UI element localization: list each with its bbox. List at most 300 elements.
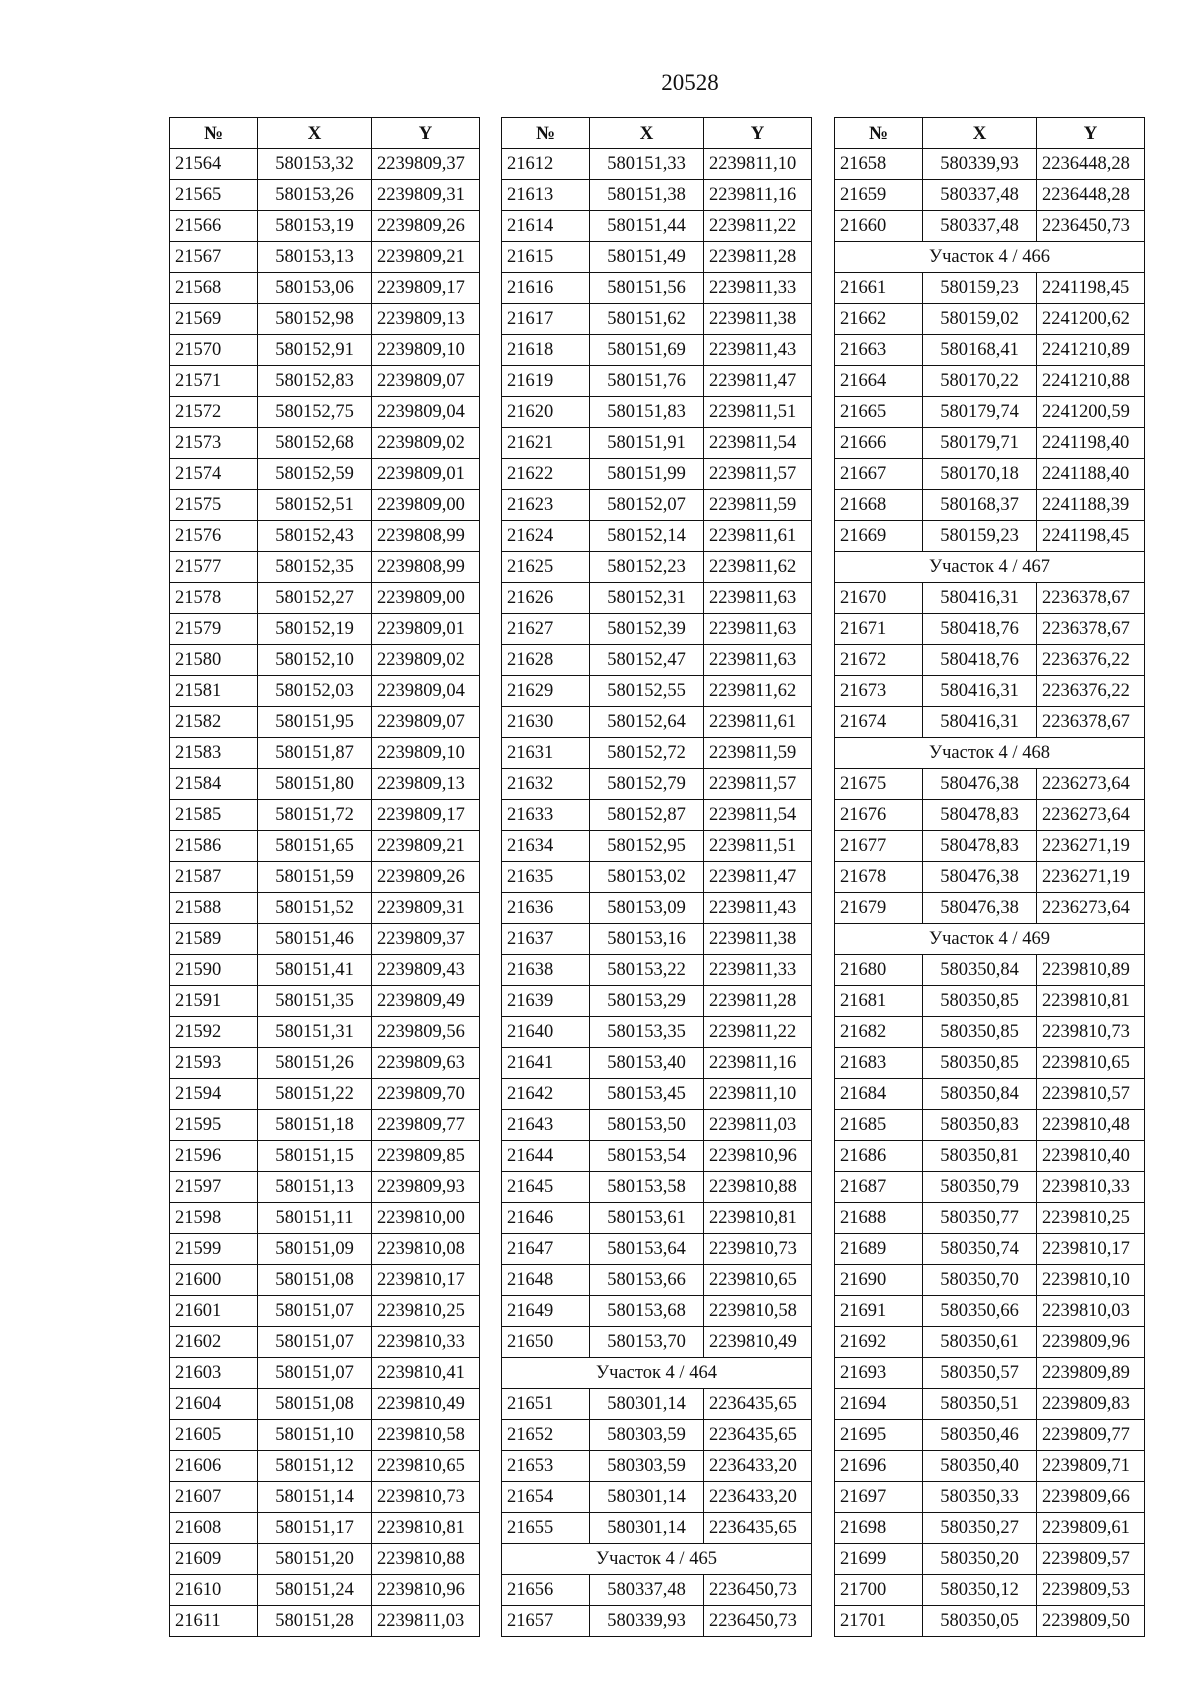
x-coordinate-cell: 580153,26 bbox=[258, 180, 372, 211]
point-number-cell: 21577 bbox=[170, 552, 258, 583]
y-coordinate-cell: 2236271,19 bbox=[1037, 831, 1145, 862]
point-number-cell: 21567 bbox=[170, 242, 258, 273]
header-y: Y bbox=[372, 118, 480, 149]
x-coordinate-cell: 580152,98 bbox=[258, 304, 372, 335]
point-number-cell: 21613 bbox=[502, 180, 590, 211]
table-header-row bbox=[170, 118, 480, 149]
y-coordinate-cell: 2239809,26 bbox=[372, 211, 480, 242]
table-row bbox=[835, 1482, 1145, 1513]
x-coordinate-cell: 580170,22 bbox=[923, 366, 1037, 397]
point-number-cell: 21614 bbox=[502, 211, 590, 242]
y-coordinate-cell: 2239809,63 bbox=[372, 1048, 480, 1079]
x-coordinate-cell: 580350,12 bbox=[923, 1575, 1037, 1606]
y-coordinate-cell: 2239811,63 bbox=[704, 645, 812, 676]
x-coordinate-cell: 580303,59 bbox=[590, 1420, 704, 1451]
y-coordinate-cell: 2241200,62 bbox=[1037, 304, 1145, 335]
y-coordinate-cell: 2239810,81 bbox=[1037, 986, 1145, 1017]
point-number-cell: 21652 bbox=[502, 1420, 590, 1451]
x-coordinate-cell: 580151,07 bbox=[258, 1296, 372, 1327]
table-row bbox=[170, 1606, 480, 1637]
table-row bbox=[835, 1079, 1145, 1110]
x-coordinate-cell: 580301,14 bbox=[590, 1482, 704, 1513]
y-coordinate-cell: 2239811,63 bbox=[704, 583, 812, 614]
table-row bbox=[170, 1513, 480, 1544]
x-coordinate-cell: 580151,07 bbox=[258, 1358, 372, 1389]
y-coordinate-cell: 2239809,13 bbox=[372, 769, 480, 800]
table-row bbox=[835, 273, 1145, 304]
x-coordinate-cell: 580151,12 bbox=[258, 1451, 372, 1482]
table-row bbox=[170, 738, 480, 769]
y-coordinate-cell: 2236273,64 bbox=[1037, 800, 1145, 831]
y-coordinate-cell: 2239809,49 bbox=[372, 986, 480, 1017]
y-coordinate-cell: 2239809,70 bbox=[372, 1079, 480, 1110]
y-coordinate-cell: 2239810,00 bbox=[372, 1203, 480, 1234]
table-row bbox=[170, 552, 480, 583]
x-coordinate-cell: 580350,84 bbox=[923, 955, 1037, 986]
table-row bbox=[835, 1110, 1145, 1141]
y-coordinate-cell: 2239809,31 bbox=[372, 180, 480, 211]
y-coordinate-cell: 2239811,16 bbox=[704, 180, 812, 211]
table-row bbox=[170, 1575, 480, 1606]
point-number-cell: 21642 bbox=[502, 1079, 590, 1110]
point-number-cell: 21583 bbox=[170, 738, 258, 769]
table-row bbox=[170, 1451, 480, 1482]
point-number-cell: 21578 bbox=[170, 583, 258, 614]
x-coordinate-cell: 580152,59 bbox=[258, 459, 372, 490]
point-number-cell: 21624 bbox=[502, 521, 590, 552]
y-coordinate-cell: 2236433,20 bbox=[704, 1451, 812, 1482]
y-coordinate-cell: 2239811,22 bbox=[704, 211, 812, 242]
x-coordinate-cell: 580350,83 bbox=[923, 1110, 1037, 1141]
table-row bbox=[170, 800, 480, 831]
section-title: Участок 4 / 469 bbox=[835, 924, 1145, 955]
x-coordinate-cell: 580350,57 bbox=[923, 1358, 1037, 1389]
y-coordinate-cell: 2239811,33 bbox=[704, 955, 812, 986]
y-coordinate-cell: 2236378,67 bbox=[1037, 707, 1145, 738]
point-number-cell: 21594 bbox=[170, 1079, 258, 1110]
y-coordinate-cell: 2239811,38 bbox=[704, 304, 812, 335]
x-coordinate-cell: 580350,61 bbox=[923, 1327, 1037, 1358]
header-y: Y bbox=[1037, 118, 1145, 149]
table-row bbox=[170, 1110, 480, 1141]
table-row bbox=[170, 583, 480, 614]
point-number-cell: 21648 bbox=[502, 1265, 590, 1296]
page-number: 20528 bbox=[661, 70, 719, 95]
table-row bbox=[502, 552, 812, 583]
point-number-cell: 21623 bbox=[502, 490, 590, 521]
point-number-cell: 21682 bbox=[835, 1017, 923, 1048]
x-coordinate-cell: 580350,79 bbox=[923, 1172, 1037, 1203]
y-coordinate-cell: 2239809,26 bbox=[372, 862, 480, 893]
x-coordinate-cell: 580159,23 bbox=[923, 521, 1037, 552]
point-number-cell: 21586 bbox=[170, 831, 258, 862]
y-coordinate-cell: 2236448,28 bbox=[1037, 180, 1145, 211]
x-coordinate-cell: 580151,76 bbox=[590, 366, 704, 397]
point-number-cell: 21604 bbox=[170, 1389, 258, 1420]
table-row bbox=[835, 1358, 1145, 1389]
y-coordinate-cell: 2239810,10 bbox=[1037, 1265, 1145, 1296]
section-row bbox=[502, 1358, 812, 1389]
point-number-cell: 21605 bbox=[170, 1420, 258, 1451]
point-number-cell: 21631 bbox=[502, 738, 590, 769]
table-row bbox=[170, 180, 480, 211]
x-coordinate-cell: 580418,76 bbox=[923, 614, 1037, 645]
table-header-row bbox=[835, 118, 1145, 149]
x-coordinate-cell: 580152,72 bbox=[590, 738, 704, 769]
point-number-cell: 21663 bbox=[835, 335, 923, 366]
point-number-cell: 21574 bbox=[170, 459, 258, 490]
table-row bbox=[170, 459, 480, 490]
point-number-cell: 21569 bbox=[170, 304, 258, 335]
y-coordinate-cell: 2239810,49 bbox=[372, 1389, 480, 1420]
x-coordinate-cell: 580350,85 bbox=[923, 986, 1037, 1017]
y-coordinate-cell: 2239809,00 bbox=[372, 490, 480, 521]
y-coordinate-cell: 2239811,28 bbox=[704, 986, 812, 1017]
point-number-cell: 21655 bbox=[502, 1513, 590, 1544]
table-row bbox=[502, 1234, 812, 1265]
point-number-cell: 21671 bbox=[835, 614, 923, 645]
y-coordinate-cell: 2239809,50 bbox=[1037, 1606, 1145, 1637]
header-number: № bbox=[835, 118, 923, 149]
point-number-cell: 21591 bbox=[170, 986, 258, 1017]
x-coordinate-cell: 580476,38 bbox=[923, 893, 1037, 924]
x-coordinate-cell: 580152,27 bbox=[258, 583, 372, 614]
point-number-cell: 21673 bbox=[835, 676, 923, 707]
table-row bbox=[170, 1296, 480, 1327]
y-coordinate-cell: 2239810,89 bbox=[1037, 955, 1145, 986]
x-coordinate-cell: 580153,61 bbox=[590, 1203, 704, 1234]
point-number-cell: 21639 bbox=[502, 986, 590, 1017]
table-row bbox=[502, 397, 812, 428]
y-coordinate-cell: 2239810,48 bbox=[1037, 1110, 1145, 1141]
point-number-cell: 21700 bbox=[835, 1575, 923, 1606]
point-number-cell: 21608 bbox=[170, 1513, 258, 1544]
point-number-cell: 21570 bbox=[170, 335, 258, 366]
y-coordinate-cell: 2239809,77 bbox=[372, 1110, 480, 1141]
table-row bbox=[502, 459, 812, 490]
point-number-cell: 21627 bbox=[502, 614, 590, 645]
point-number-cell: 21678 bbox=[835, 862, 923, 893]
header-x: X bbox=[923, 118, 1037, 149]
point-number-cell: 21665 bbox=[835, 397, 923, 428]
point-number-cell: 21684 bbox=[835, 1079, 923, 1110]
table-row bbox=[835, 428, 1145, 459]
table-row bbox=[502, 924, 812, 955]
y-coordinate-cell: 2239809,10 bbox=[372, 738, 480, 769]
table-row bbox=[170, 1327, 480, 1358]
point-number-cell: 21606 bbox=[170, 1451, 258, 1482]
table-row bbox=[502, 955, 812, 986]
y-coordinate-cell: 2236273,64 bbox=[1037, 893, 1145, 924]
table-row bbox=[170, 831, 480, 862]
x-coordinate-cell: 580151,87 bbox=[258, 738, 372, 769]
y-coordinate-cell: 2236435,65 bbox=[704, 1513, 812, 1544]
x-coordinate-cell: 580152,91 bbox=[258, 335, 372, 366]
table-row bbox=[170, 1265, 480, 1296]
y-coordinate-cell: 2239808,99 bbox=[372, 552, 480, 583]
point-number-cell: 21589 bbox=[170, 924, 258, 955]
table-row bbox=[502, 1513, 812, 1544]
table-row bbox=[502, 831, 812, 862]
x-coordinate-cell: 580151,49 bbox=[590, 242, 704, 273]
y-coordinate-cell: 2239809,02 bbox=[372, 428, 480, 459]
table-row bbox=[502, 645, 812, 676]
x-coordinate-cell: 580153,70 bbox=[590, 1327, 704, 1358]
x-coordinate-cell: 580151,09 bbox=[258, 1234, 372, 1265]
point-number-cell: 21691 bbox=[835, 1296, 923, 1327]
x-coordinate-cell: 580350,84 bbox=[923, 1079, 1037, 1110]
point-number-cell: 21564 bbox=[170, 149, 258, 180]
point-number-cell: 21668 bbox=[835, 490, 923, 521]
y-coordinate-cell: 2239811,51 bbox=[704, 831, 812, 862]
x-coordinate-cell: 580151,95 bbox=[258, 707, 372, 738]
y-coordinate-cell: 2239809,85 bbox=[372, 1141, 480, 1172]
table-row bbox=[835, 459, 1145, 490]
table-row bbox=[170, 1358, 480, 1389]
x-coordinate-cell: 580151,10 bbox=[258, 1420, 372, 1451]
point-number-cell: 21617 bbox=[502, 304, 590, 335]
section-title: Участок 4 / 465 bbox=[502, 1544, 812, 1575]
table-row bbox=[502, 800, 812, 831]
table-row bbox=[835, 955, 1145, 986]
x-coordinate-cell: 580159,23 bbox=[923, 273, 1037, 304]
y-coordinate-cell: 2236450,73 bbox=[1037, 211, 1145, 242]
x-coordinate-cell: 580151,44 bbox=[590, 211, 704, 242]
x-coordinate-cell: 580301,14 bbox=[590, 1389, 704, 1420]
point-number-cell: 21646 bbox=[502, 1203, 590, 1234]
x-coordinate-cell: 580152,64 bbox=[590, 707, 704, 738]
point-number-cell: 21629 bbox=[502, 676, 590, 707]
point-number-cell: 21602 bbox=[170, 1327, 258, 1358]
y-coordinate-cell: 2236376,22 bbox=[1037, 645, 1145, 676]
y-coordinate-cell: 2239811,59 bbox=[704, 490, 812, 521]
x-coordinate-cell: 580153,66 bbox=[590, 1265, 704, 1296]
y-coordinate-cell: 2239811,22 bbox=[704, 1017, 812, 1048]
point-number-cell: 21599 bbox=[170, 1234, 258, 1265]
table-row bbox=[170, 1482, 480, 1513]
x-coordinate-cell: 580350,85 bbox=[923, 1017, 1037, 1048]
point-number-cell: 21626 bbox=[502, 583, 590, 614]
point-number-cell: 21603 bbox=[170, 1358, 258, 1389]
table-row bbox=[835, 1048, 1145, 1079]
table-row bbox=[835, 304, 1145, 335]
table-row bbox=[835, 614, 1145, 645]
y-coordinate-cell: 2241210,88 bbox=[1037, 366, 1145, 397]
table-row bbox=[835, 397, 1145, 428]
x-coordinate-cell: 580337,48 bbox=[590, 1575, 704, 1606]
point-number-cell: 21693 bbox=[835, 1358, 923, 1389]
section-row bbox=[835, 242, 1145, 273]
y-coordinate-cell: 2239811,16 bbox=[704, 1048, 812, 1079]
table-row bbox=[502, 1141, 812, 1172]
point-number-cell: 21585 bbox=[170, 800, 258, 831]
point-number-cell: 21694 bbox=[835, 1389, 923, 1420]
table-row bbox=[170, 211, 480, 242]
x-coordinate-cell: 580151,99 bbox=[590, 459, 704, 490]
header-number: № bbox=[170, 118, 258, 149]
table-row bbox=[502, 1265, 812, 1296]
x-coordinate-cell: 580476,38 bbox=[923, 862, 1037, 893]
y-coordinate-cell: 2239809,17 bbox=[372, 800, 480, 831]
x-coordinate-cell: 580152,07 bbox=[590, 490, 704, 521]
y-coordinate-cell: 2239809,00 bbox=[372, 583, 480, 614]
table-row bbox=[170, 893, 480, 924]
point-number-cell: 21635 bbox=[502, 862, 590, 893]
x-coordinate-cell: 580153,40 bbox=[590, 1048, 704, 1079]
x-coordinate-cell: 580170,18 bbox=[923, 459, 1037, 490]
point-number-cell: 21596 bbox=[170, 1141, 258, 1172]
x-coordinate-cell: 580152,47 bbox=[590, 645, 704, 676]
x-coordinate-cell: 580151,08 bbox=[258, 1265, 372, 1296]
y-coordinate-cell: 2239810,25 bbox=[1037, 1203, 1145, 1234]
point-number-cell: 21654 bbox=[502, 1482, 590, 1513]
table-row bbox=[170, 986, 480, 1017]
table-row bbox=[502, 211, 812, 242]
table-row bbox=[502, 583, 812, 614]
x-coordinate-cell: 580350,77 bbox=[923, 1203, 1037, 1234]
table-row bbox=[502, 1296, 812, 1327]
x-coordinate-cell: 580151,41 bbox=[258, 955, 372, 986]
x-coordinate-cell: 580152,14 bbox=[590, 521, 704, 552]
x-coordinate-cell: 580303,59 bbox=[590, 1451, 704, 1482]
table-row bbox=[835, 645, 1145, 676]
y-coordinate-cell: 2241188,39 bbox=[1037, 490, 1145, 521]
point-number-cell: 21650 bbox=[502, 1327, 590, 1358]
y-coordinate-cell: 2239810,65 bbox=[704, 1265, 812, 1296]
point-number-cell: 21601 bbox=[170, 1296, 258, 1327]
point-number-cell: 21674 bbox=[835, 707, 923, 738]
table-row bbox=[170, 1141, 480, 1172]
x-coordinate-cell: 580152,39 bbox=[590, 614, 704, 645]
y-coordinate-cell: 2239811,10 bbox=[704, 149, 812, 180]
point-number-cell: 21580 bbox=[170, 645, 258, 676]
point-number-cell: 21698 bbox=[835, 1513, 923, 1544]
coordinates-table-1 bbox=[169, 117, 480, 1637]
table-row bbox=[835, 1265, 1145, 1296]
point-number-cell: 21571 bbox=[170, 366, 258, 397]
y-coordinate-cell: 2239810,25 bbox=[372, 1296, 480, 1327]
x-coordinate-cell: 580151,56 bbox=[590, 273, 704, 304]
table-row bbox=[502, 862, 812, 893]
x-coordinate-cell: 580153,16 bbox=[590, 924, 704, 955]
point-number-cell: 21677 bbox=[835, 831, 923, 862]
point-number-cell: 21622 bbox=[502, 459, 590, 490]
point-number-cell: 21681 bbox=[835, 986, 923, 1017]
table-row bbox=[502, 428, 812, 459]
table-row bbox=[170, 304, 480, 335]
y-coordinate-cell: 2239809,56 bbox=[372, 1017, 480, 1048]
y-coordinate-cell: 2239809,43 bbox=[372, 955, 480, 986]
y-coordinate-cell: 2239811,10 bbox=[704, 1079, 812, 1110]
table-row bbox=[502, 1482, 812, 1513]
x-coordinate-cell: 580151,69 bbox=[590, 335, 704, 366]
table-row bbox=[502, 1172, 812, 1203]
y-coordinate-cell: 2239810,73 bbox=[372, 1482, 480, 1513]
x-coordinate-cell: 580339,93 bbox=[590, 1606, 704, 1637]
point-number-cell: 21647 bbox=[502, 1234, 590, 1265]
point-number-cell: 21638 bbox=[502, 955, 590, 986]
y-coordinate-cell: 2241188,40 bbox=[1037, 459, 1145, 490]
x-coordinate-cell: 580478,83 bbox=[923, 831, 1037, 862]
table-row bbox=[502, 490, 812, 521]
y-coordinate-cell: 2236450,73 bbox=[704, 1606, 812, 1637]
point-number-cell: 21679 bbox=[835, 893, 923, 924]
table-row bbox=[502, 986, 812, 1017]
point-number-cell: 21640 bbox=[502, 1017, 590, 1048]
x-coordinate-cell: 580478,83 bbox=[923, 800, 1037, 831]
y-coordinate-cell: 2239809,01 bbox=[372, 614, 480, 645]
point-number-cell: 21588 bbox=[170, 893, 258, 924]
table-row bbox=[835, 521, 1145, 552]
x-coordinate-cell: 580153,02 bbox=[590, 862, 704, 893]
x-coordinate-cell: 580152,83 bbox=[258, 366, 372, 397]
point-number-cell: 21657 bbox=[502, 1606, 590, 1637]
point-number-cell: 21612 bbox=[502, 149, 590, 180]
y-coordinate-cell: 2239810,58 bbox=[372, 1420, 480, 1451]
table-row bbox=[170, 490, 480, 521]
table-row bbox=[835, 583, 1145, 614]
point-number-cell: 21644 bbox=[502, 1141, 590, 1172]
y-coordinate-cell: 2236378,67 bbox=[1037, 583, 1145, 614]
y-coordinate-cell: 2239811,57 bbox=[704, 769, 812, 800]
table-row bbox=[835, 1389, 1145, 1420]
table-row bbox=[502, 893, 812, 924]
y-coordinate-cell: 2239809,57 bbox=[1037, 1544, 1145, 1575]
point-number-cell: 21590 bbox=[170, 955, 258, 986]
point-number-cell: 21579 bbox=[170, 614, 258, 645]
table-row bbox=[170, 1048, 480, 1079]
table-row bbox=[502, 1017, 812, 1048]
x-coordinate-cell: 580153,64 bbox=[590, 1234, 704, 1265]
table-row bbox=[835, 1327, 1145, 1358]
point-number-cell: 21653 bbox=[502, 1451, 590, 1482]
point-number-cell: 21572 bbox=[170, 397, 258, 428]
x-coordinate-cell: 580151,17 bbox=[258, 1513, 372, 1544]
header-y: Y bbox=[704, 118, 812, 149]
y-coordinate-cell: 2239809,83 bbox=[1037, 1389, 1145, 1420]
x-coordinate-cell: 580151,28 bbox=[258, 1606, 372, 1637]
table-row bbox=[835, 1017, 1145, 1048]
y-coordinate-cell: 2239811,33 bbox=[704, 273, 812, 304]
point-number-cell: 21643 bbox=[502, 1110, 590, 1141]
table-row bbox=[502, 676, 812, 707]
point-number-cell: 21690 bbox=[835, 1265, 923, 1296]
table-row bbox=[835, 1296, 1145, 1327]
y-coordinate-cell: 2239809,21 bbox=[372, 831, 480, 862]
x-coordinate-cell: 580168,37 bbox=[923, 490, 1037, 521]
point-number-cell: 21645 bbox=[502, 1172, 590, 1203]
x-coordinate-cell: 580350,66 bbox=[923, 1296, 1037, 1327]
y-coordinate-cell: 2239809,13 bbox=[372, 304, 480, 335]
table-row bbox=[835, 366, 1145, 397]
x-coordinate-cell: 580416,31 bbox=[923, 676, 1037, 707]
y-coordinate-cell: 2239809,01 bbox=[372, 459, 480, 490]
x-coordinate-cell: 580151,59 bbox=[258, 862, 372, 893]
coordinates-table-3 bbox=[834, 117, 1145, 1637]
point-number-cell: 21675 bbox=[835, 769, 923, 800]
table-row bbox=[170, 924, 480, 955]
x-coordinate-cell: 580151,35 bbox=[258, 986, 372, 1017]
x-coordinate-cell: 580416,31 bbox=[923, 707, 1037, 738]
y-coordinate-cell: 2236378,67 bbox=[1037, 614, 1145, 645]
y-coordinate-cell: 2236271,19 bbox=[1037, 862, 1145, 893]
x-coordinate-cell: 580151,13 bbox=[258, 1172, 372, 1203]
x-coordinate-cell: 580152,03 bbox=[258, 676, 372, 707]
table-row bbox=[835, 676, 1145, 707]
y-coordinate-cell: 2239810,96 bbox=[704, 1141, 812, 1172]
point-number-cell: 21695 bbox=[835, 1420, 923, 1451]
table-row bbox=[502, 1575, 812, 1606]
